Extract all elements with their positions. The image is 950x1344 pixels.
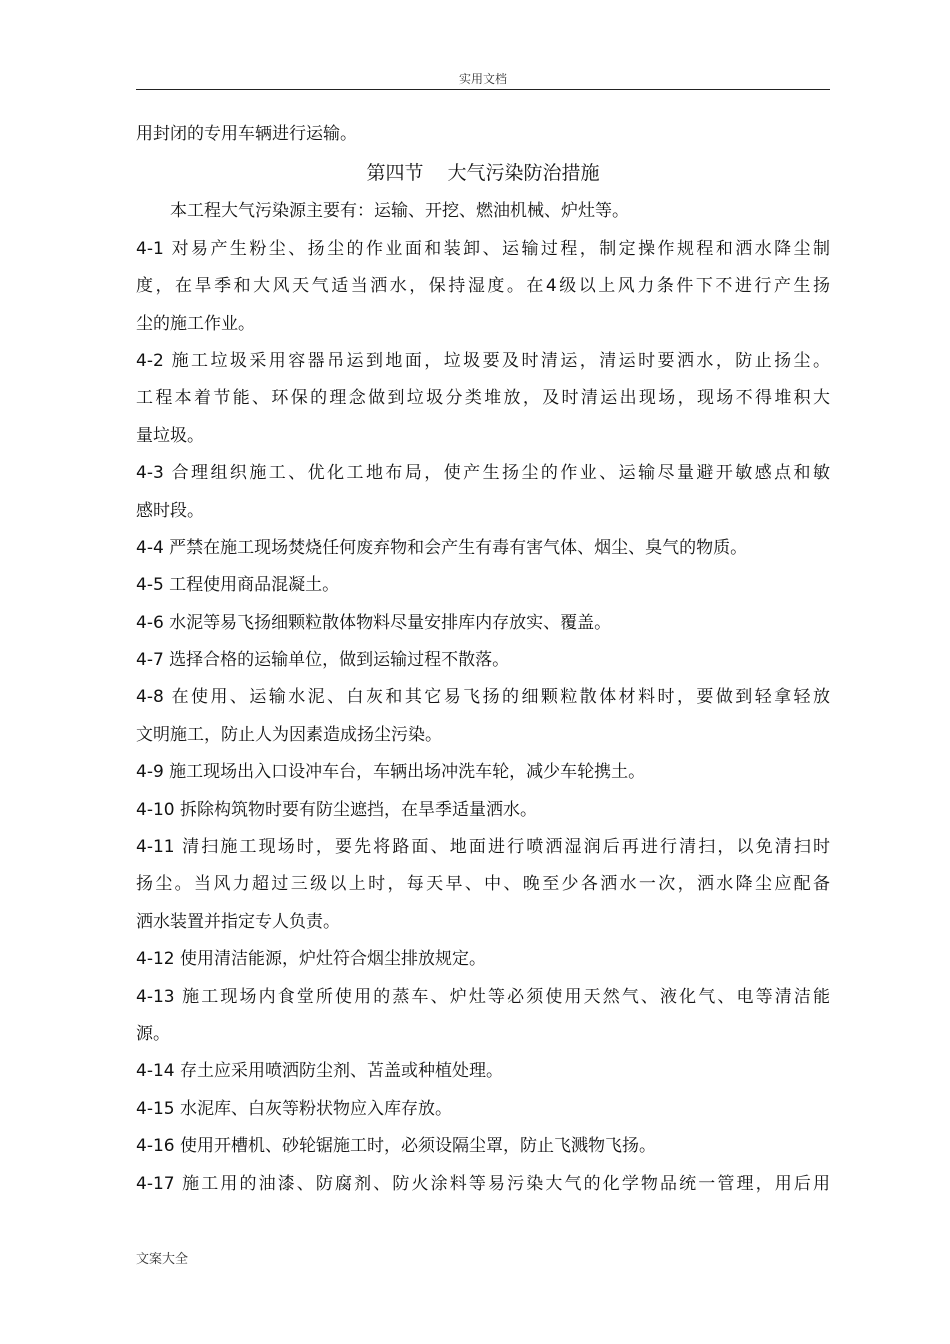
section-number: 第四节: [366, 162, 424, 185]
text-line: 4-1 对易产生粉尘、扬尘的作业面和装卸、运输过程，制定操作规程和洒水降尘制: [136, 238, 830, 259]
page-header: [136, 70, 830, 90]
text-line: 度，在旱季和大风天气适当洒水，保持湿度。在4级以上风力条件下不进行产生扬: [136, 276, 830, 297]
text-line: 尘的施工作业。: [136, 313, 255, 334]
text-line: 工程本着节能、环保的理念做到垃圾分类堆放，及时清运出现场，现场不得堆积大: [136, 388, 830, 409]
text-line: 4-4 严禁在施工现场焚烧任何废弃物和会产生有毒有害气体、烟尘、臭气的物质。: [136, 537, 748, 558]
measures-list: [136, 231, 830, 1203]
text-line: 4-14 存土应采用喷洒防尘剂、苫盖或种植处理。: [136, 1061, 503, 1082]
text-line: 4-5 工程使用商品混凝土。: [136, 575, 340, 596]
text-line: 4-10 拆除构筑物时要有防尘遮挡，在旱季适量洒水。: [136, 799, 537, 820]
text-line: 源。: [136, 1023, 170, 1044]
text-line: 4-7 选择合格的运输单位，做到运输过程不散落。: [136, 650, 510, 671]
intro-paragraph: 本工程大气污染源主要有：运输、开挖、燃油机械、炉灶等。: [170, 201, 629, 222]
section-heading: [136, 153, 830, 193]
text-line: 4-12 使用清洁能源，炉灶符合烟尘排放规定。: [136, 949, 486, 970]
text-line: 用封闭的专用车辆进行运输。: [136, 124, 357, 144]
text-line: 4-15 水泥库、白灰等粉状物应入库存放。: [136, 1098, 452, 1119]
text-line: 4-13 施工现场内食堂所使用的蒸车、炉灶等必须使用天然气、液化气、电等清洁能: [136, 986, 830, 1007]
text-line: 洒水装置并指定专人负责。: [136, 911, 340, 932]
text-line: 感时段。: [136, 500, 204, 521]
text-line: 4-2 施工垃圾采用容器吊运到地面，垃圾要及时清运，清运时要洒水，防止扬尘。: [136, 350, 830, 371]
footer-text: 文案大全: [136, 1252, 189, 1267]
section-title: 大气污染防治措施: [447, 162, 600, 185]
text-line: 4-17 施工用的油漆、防腐剂、防火涂料等易污染大气的化学物品统一管理，用后用: [136, 1173, 830, 1194]
text-line: 扬尘。当风力超过三级以上时，每天早、中、晚至少各洒水一次，洒水降尘应配备: [136, 874, 830, 895]
header-title: 实用文档: [458, 72, 507, 86]
document-body: [136, 116, 830, 1203]
text-line: 4-8 在使用、运输水泥、白灰和其它易飞扬的细颗粒散体材料时，要做到轻拿轻放: [136, 687, 830, 708]
page-footer: [136, 1248, 188, 1267]
text-line: 4-16 使用开槽机、砂轮锯施工时，必须设隔尘罩，防止飞溅物飞扬。: [136, 1136, 656, 1157]
text-line: 4-11 清扫施工现场时，要先将路面、地面进行喷洒湿润后再进行清扫，以免清扫时: [136, 837, 830, 858]
text-line: 文明施工，防止人为因素造成扬尘污染。: [136, 724, 442, 745]
text-line: 量垃圾。: [136, 425, 204, 446]
text-line: 4-9 施工现场出入口设冲车台，车辆出场冲洗车轮，减少车轮携土。: [136, 762, 646, 783]
text-line: 4-3 合理组织施工、优化工地布局，使产生扬尘的作业、运输尽量避开敏感点和敏: [136, 463, 830, 484]
text-line: 4-6 水泥等易飞扬细颗粒散体物料尽量安排库内存放实、覆盖。: [136, 612, 612, 633]
